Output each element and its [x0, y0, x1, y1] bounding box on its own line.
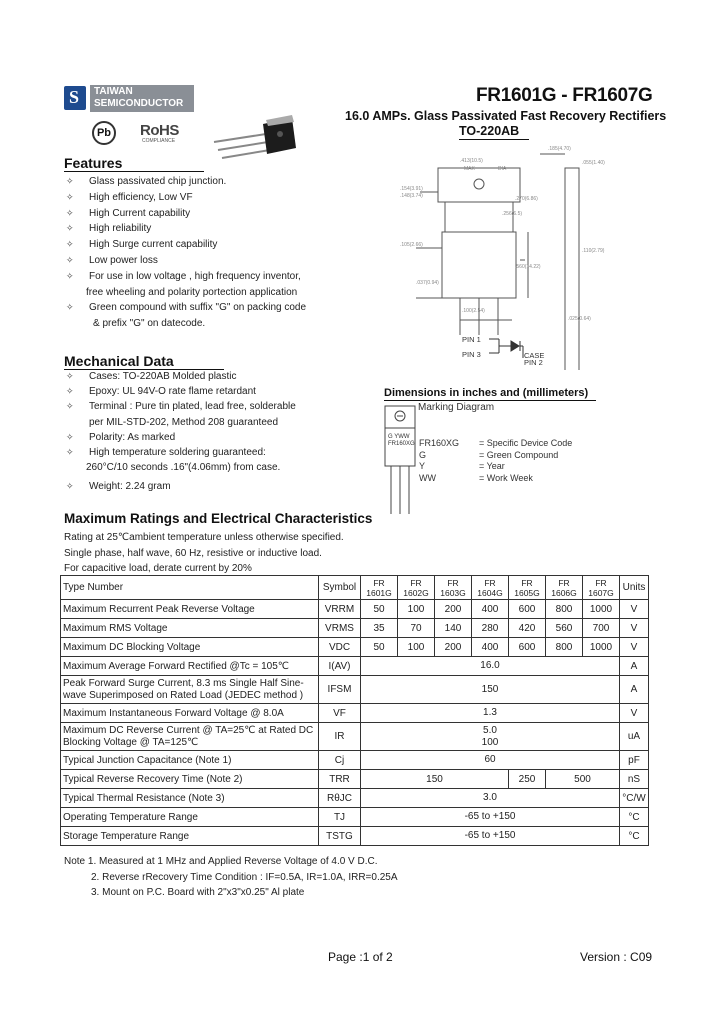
svg-text:.105(2.66): .105(2.66) — [400, 242, 423, 248]
header-units: Units — [620, 576, 649, 600]
param-cell: Maximum Average Forward Rectified @Tc = 105℃ — [61, 657, 319, 676]
table-row — [61, 808, 649, 827]
value-cell: 50 — [361, 638, 398, 657]
svg-text:.154(3.91): .154(3.91) — [400, 186, 423, 192]
pin1-label: PIN 1 — [462, 335, 481, 344]
symbol-cell: TSTG — [319, 827, 361, 846]
list-item: ✧ Epoxy: UL 94V-O rate flame retardant — [66, 386, 256, 398]
param-cell: Maximum DC Reverse Current @ TA=25℃ at Rated DC Blocking Voltage @ TA=125℃ — [61, 723, 319, 751]
value-cell: 1000 — [583, 638, 620, 657]
ratings-table — [60, 575, 649, 846]
marking-diagram-icon — [384, 404, 418, 516]
company-name — [90, 85, 194, 112]
value-cell: 100 — [398, 638, 435, 657]
pin3-label: PIN 3 — [462, 350, 481, 359]
value-cell: 500 — [546, 770, 620, 789]
value-cell: 1.3 — [361, 704, 620, 723]
list-item: ✧ High temperature soldering guaranteed: — [66, 447, 266, 459]
dimensions-rule — [384, 400, 596, 401]
table-row — [61, 676, 649, 704]
header-part: FR 1602G — [398, 576, 435, 600]
page-title: FR1601G - FR1607G — [476, 85, 653, 106]
table-row — [61, 657, 649, 676]
svg-text:.560(14.22): .560(14.22) — [515, 264, 541, 270]
header-symbol: Symbol — [319, 576, 361, 600]
symbol-cell: Cj — [319, 751, 361, 770]
unit-cell: °C — [620, 827, 649, 846]
ratings-notes — [64, 530, 344, 577]
svg-text:MAX: MAX — [464, 166, 475, 172]
page-subtitle: 16.0 AMPs. Glass Passivated Fast Recovery Rectifiers — [345, 109, 667, 123]
mechanical-heading: Mechanical Data — [64, 353, 174, 369]
value-cell: 140 — [435, 619, 472, 638]
list-item: ✧ Cases: TO-220AB Molded plastic — [66, 371, 237, 382]
list-item: ✧ Low power loss — [66, 254, 158, 266]
marking-chip-line1: G YWW — [388, 434, 410, 440]
marking-title: Marking Diagram — [418, 402, 495, 413]
svg-text:.413(10.5): .413(10.5) — [460, 158, 483, 164]
list-item: ✧ High Current capability — [66, 207, 191, 219]
footnotes — [64, 854, 398, 901]
list-item: ✧ Polarity: As marked — [66, 431, 176, 443]
list-item: ✧ High reliability — [66, 223, 152, 235]
header-part: FR 1601G — [361, 576, 398, 600]
unit-cell: °C — [620, 808, 649, 827]
value-cell: 16.0 — [361, 657, 620, 676]
table-row — [61, 723, 649, 751]
param-cell: Typical Reverse Recovery Time (Note 2) — [61, 770, 319, 789]
dimensions-heading: Dimensions in inches and (millimeters) — [384, 387, 589, 399]
value-cell: 3.0 — [361, 789, 620, 808]
legend-row: WW = Work Week — [419, 472, 533, 483]
value-cell: 400 — [472, 638, 509, 657]
unit-cell: uA — [620, 723, 649, 751]
list-item: ✧ For use in low voltage , high frequency inventor, — [66, 270, 301, 282]
header-part: FR 1605G — [509, 576, 546, 600]
value-cell: 400 — [472, 600, 509, 619]
value-cell: 250 — [509, 770, 546, 789]
table-row — [61, 789, 649, 808]
svg-text:.110(2.79): .110(2.79) — [582, 248, 605, 254]
marking-chip-line2: FR160XG — [388, 441, 415, 447]
header-part: FR 1607G — [583, 576, 620, 600]
svg-text:.025(0.64): .025(0.64) — [568, 316, 591, 322]
value-cell: 60 — [361, 751, 620, 770]
param-cell: Maximum Recurrent Peak Reverse Voltage — [61, 600, 319, 619]
value-cell: 200 — [435, 600, 472, 619]
table-row — [61, 770, 649, 789]
features-rule — [64, 171, 204, 172]
legend-row: G = Green Compound — [419, 449, 559, 460]
value-cell: 70 — [398, 619, 435, 638]
unit-cell: A — [620, 657, 649, 676]
legend-row: FR160XG = Specific Device Code — [419, 438, 573, 448]
pin2-label: PIN 2 — [524, 358, 543, 367]
param-cell: Maximum DC Blocking Voltage — [61, 638, 319, 657]
header-part: FR 1606G — [546, 576, 583, 600]
value-cell: 100 — [398, 600, 435, 619]
table-row — [61, 600, 649, 619]
list-item: ✧ Terminal : Pure tin plated, lead free, solderable — [66, 401, 296, 413]
ratings-note: For capacitive load, derate current by 20% — [64, 563, 252, 574]
value-cell: 35 — [361, 619, 398, 638]
symbol-cell: VRRM — [319, 600, 361, 619]
value-cell: 50 — [361, 600, 398, 619]
legend-row: Y = Year — [419, 461, 505, 471]
symbol-cell: TJ — [319, 808, 361, 827]
company-logo-icon: S — [64, 86, 86, 110]
marking-legend — [419, 438, 572, 484]
table-row — [61, 704, 649, 723]
param-cell: Typical Thermal Resistance (Note 3) — [61, 789, 319, 808]
svg-text:.037(0.94): .037(0.94) — [416, 280, 439, 286]
unit-cell: pF — [620, 751, 649, 770]
svg-text:DIA: DIA — [498, 166, 507, 172]
param-cell: Maximum RMS Voltage — [61, 619, 319, 638]
value-cell: 800 — [546, 600, 583, 619]
value-cell: 150 — [361, 770, 509, 789]
svg-text:.148(3.74): .148(3.74) — [400, 193, 423, 199]
value-cell: 150 — [361, 676, 620, 704]
param-cell: Typical Junction Capacitance (Note 1) — [61, 751, 319, 770]
svg-text:.256(6.5): .256(6.5) — [502, 211, 523, 217]
list-item: 260°C/10 seconds .16"(4.06mm) from case. — [86, 462, 281, 474]
list-item: per MIL-STD-202, Method 208 guaranteed — [89, 416, 278, 428]
list-item: ✧ High efficiency, Low VF — [66, 191, 193, 203]
company-name-line1: TAIWAN — [94, 86, 133, 97]
symbol-cell: RθJC — [319, 789, 361, 808]
list-item: free wheeling and polarity portection application — [86, 286, 298, 298]
svg-text:.270(6.86): .270(6.86) — [515, 196, 538, 202]
features-heading: Features — [64, 155, 123, 171]
footnote: Note 1. Measured at 1 MHz and Applied Reverse Voltage of 4.0 V D.C. — [64, 856, 378, 867]
value-cell: 800 — [546, 638, 583, 657]
param-cell: Storage Temperature Range — [61, 827, 319, 846]
header-part: FR 1604G — [472, 576, 509, 600]
svg-text:.100(2.54): .100(2.54) — [462, 308, 485, 314]
list-item: ✧ Glass passivated chip junction. — [66, 176, 227, 187]
value-cell: 280 — [472, 619, 509, 638]
package-photo-icon — [208, 114, 300, 164]
value-cell: 600 — [509, 638, 546, 657]
value-cell: 700 — [583, 619, 620, 638]
rohs-compliance-label: COMPLIANCE — [142, 138, 176, 144]
symbol-cell: VF — [319, 704, 361, 723]
symbol-cell: IFSM — [319, 676, 361, 704]
header-part: FR 1603G — [435, 576, 472, 600]
list-item: ✧ Green compound with suffix "G" on packing code — [66, 302, 307, 314]
package-name: TO-220AB — [459, 124, 520, 138]
table-row — [61, 638, 649, 657]
ratings-heading: Maximum Ratings and Electrical Characteristics — [64, 511, 373, 526]
unit-cell: nS — [620, 770, 649, 789]
header-type-number: Type Number — [61, 576, 319, 600]
param-cell: Peak Forward Surge Current, 8.3 ms Single Half Sine-wave Superimposed on Rated Load (JEDEC method ) — [61, 676, 319, 704]
company-name-line2: SEMICONDUCTOR — [94, 98, 184, 109]
value-cell: -65 to +150 — [361, 827, 620, 846]
symbol-cell: IR — [319, 723, 361, 751]
case-label: CASE — [524, 351, 545, 360]
page-number: Page :1 of 2 — [328, 950, 393, 964]
param-cell: Maximum Instantaneous Forward Voltage @ 8.0A — [61, 704, 319, 723]
list-item: ✧ High Surge current capability — [66, 239, 218, 251]
table-header-row — [61, 576, 649, 600]
pb-free-icon: Pb — [92, 121, 116, 145]
svg-text:.055(1.40): .055(1.40) — [582, 160, 605, 166]
symbol-cell: VRMS — [319, 619, 361, 638]
ratings-note: Single phase, half wave, 60 Hz, resistive or inductive load. — [64, 547, 322, 559]
value-cell: -65 to +150 — [361, 808, 620, 827]
unit-cell: V — [620, 600, 649, 619]
footnote: 2. Reverse rRecovery Time Condition : IF=0.5A, IR=1.0A, IRR=0.25A — [91, 871, 398, 883]
unit-cell: °C/W — [620, 789, 649, 808]
symbol-cell: I(AV) — [319, 657, 361, 676]
symbol-cell: VDC — [319, 638, 361, 657]
mechanical-list — [64, 369, 296, 495]
list-item: ✧ Weight: 2.24 gram — [66, 481, 171, 493]
value-cell: 200 — [435, 638, 472, 657]
unit-cell: A — [620, 676, 649, 704]
value-cell: 560 — [546, 619, 583, 638]
svg-text:.185(4.70): .185(4.70) — [548, 146, 571, 152]
unit-cell: V — [620, 619, 649, 638]
unit-cell: V — [620, 638, 649, 657]
rohs-icon: RoHS — [140, 122, 179, 139]
value-cell: 600 — [509, 600, 546, 619]
footnote: 3. Mount on P.C. Board with 2"x3"x0.25" Al plate — [91, 887, 305, 898]
features-list — [64, 174, 306, 332]
value-cell: 5.0 100 — [361, 723, 620, 751]
table-row — [61, 751, 649, 770]
param-cell: Operating Temperature Range — [61, 808, 319, 827]
ratings-note: Rating at 25℃ambient temperature unless otherwise specified. — [64, 532, 344, 543]
version-label: Version : C09 — [580, 950, 653, 964]
table-row — [61, 827, 649, 846]
list-item: & prefix "G" on datecode. — [93, 318, 206, 330]
table-row — [61, 619, 649, 638]
symbol-cell: TRR — [319, 770, 361, 789]
value-cell: 420 — [509, 619, 546, 638]
value-cell: 1000 — [583, 600, 620, 619]
unit-cell: V — [620, 704, 649, 723]
